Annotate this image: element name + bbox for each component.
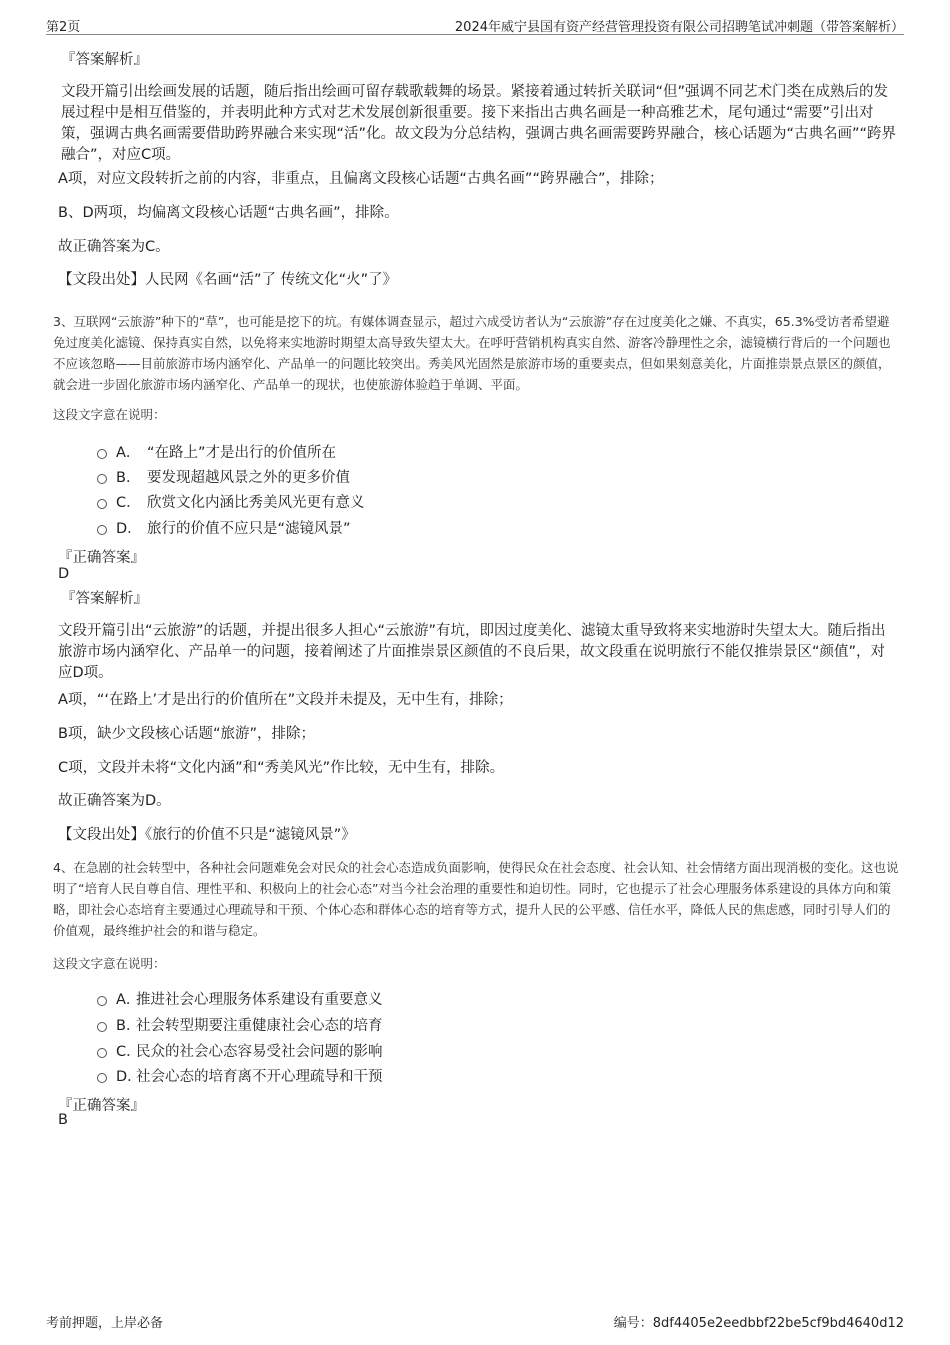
correct-answer-heading: 『正确答案』 bbox=[58, 1098, 145, 1114]
radio-icon[interactable] bbox=[97, 1073, 107, 1083]
radio-icon[interactable] bbox=[97, 1022, 107, 1032]
question-4-option-d[interactable] bbox=[97, 1064, 383, 1086]
option-letter: B． bbox=[116, 1017, 141, 1034]
question-4-option-b[interactable] bbox=[97, 1013, 383, 1035]
analysis-heading: 『答案解析』 bbox=[61, 591, 148, 607]
option-letter: B． bbox=[116, 469, 141, 486]
question-4-stem: 4、在急剧的社会转型中，各种社会问题难免会对民众的社会心态造成负面影响，使得民众在社会态度、社会认知、社会情绪方面出现消极的变化。这也说明了“培育人民自尊自信、理性平和、积极向上的社会心态”对当今社会治理的重要性和迫切性。同时，它也提示了社会心理服务体系建设的具体方向和策略，即社会心态培育主要通过心理疏导和干预、个体心态和群体心态的培育等方式，提升人民的公平感、信任水平，降低人民的焦虑感，同时引导人们的价值观，最终维护社会的和谐与稳定。 bbox=[53, 860, 899, 938]
analysis-text: 文段开篇引出绘画发展的话题，随后指出绘画可留存载歌载舞的场景。紧接着通过转折关联词“但”强调不同艺术门类在成熟后的发展过程中是相互借鉴的，并表明此种方式对艺术发展创新很重要。接下来指出古典名画是一种高雅艺术，尾句通过“需要”引出对策，强调古典名画需要借助跨界融合来实现“活”化。故文段为分总结构，强调古典名画需要跨界融合，核心话题为“古典名画”“跨界融合”，对应C项。 bbox=[61, 84, 897, 163]
question-3-option-b[interactable] bbox=[97, 465, 350, 487]
correct-answer: D bbox=[58, 566, 70, 582]
option-text: 社会心态的培育离不开心理疏导和干预 bbox=[136, 1068, 383, 1085]
question-3-option-d[interactable] bbox=[97, 516, 351, 538]
option-text: 欣赏文化内涵比秀美风光更有意义 bbox=[147, 494, 365, 511]
radio-icon[interactable] bbox=[97, 996, 107, 1006]
option-letter: A． bbox=[116, 991, 141, 1008]
option-text: 推进社会心理服务体系建设有重要意义 bbox=[136, 991, 383, 1008]
radio-icon[interactable] bbox=[97, 499, 107, 509]
conclusion: 故正确答案为D。 bbox=[58, 793, 171, 809]
radio-icon[interactable] bbox=[97, 1048, 107, 1058]
option-a-analysis: A项，对应文段转折之前的内容，非重点，且偏离文段核心话题“古典名画”“跨界融合”，排除； bbox=[58, 171, 664, 187]
question-3-prompt: 这段文字意在说明： bbox=[53, 407, 166, 422]
page-header bbox=[46, 14, 904, 35]
option-text: 社会转型期要注重健康社会心态的培育 bbox=[136, 1017, 383, 1034]
option-letter: C． bbox=[116, 1043, 141, 1060]
question-4-option-a[interactable] bbox=[97, 987, 383, 1009]
footer-slogan: 考前押题，上岸必备 bbox=[46, 1316, 164, 1331]
question-3-stem: 3、互联网“云旅游”种下的“草”，也可能是挖下的坑。有媒体调查显示，超过六成受访者认为“云旅游”存在过度美化之嫌、不真实，65.3%受访者希望避免过度美化滤镜、保持真实自然，以免将来实地游时期望太高导致失望太大。在呼吁营销机构真实自然、游客冷静理性之余，滤镜横行背后的一个问题也不应该忽略——目前旅游市场内涵窄化、产品单一的问题比较突出。秀美风光固然是旅游市场的重要卖点，但如果刻意美化，片面推崇景点景区的颜值，就会进一步固化旅游市场内涵窄化、产品单一的现状，也使旅游体验趋于单调、平面。 bbox=[53, 314, 891, 392]
option-bd-analysis: B、D两项，均偏离文段核心话题“古典名画”，排除。 bbox=[58, 205, 399, 221]
page-number: 第2页 bbox=[46, 20, 81, 35]
option-b-analysis: B项，缺少文段核心话题“旅游”，排除； bbox=[58, 726, 315, 742]
correct-answer-heading: 『正确答案』 bbox=[58, 550, 145, 566]
radio-icon[interactable] bbox=[97, 525, 107, 535]
document-title: 2024年威宁县国有资产经营管理投资有限公司招聘笔试冲刺题（带答案解析） bbox=[454, 20, 904, 35]
option-text: “在路上”才是出行的价值所在 bbox=[147, 444, 337, 461]
question-3-option-c[interactable] bbox=[97, 490, 365, 512]
option-letter: A． bbox=[116, 444, 141, 461]
option-c-analysis: C项，文段并未将“文化内涵”和“秀美风光”作比较，无中生有，排除。 bbox=[58, 760, 505, 776]
source-citation: 【文段出处】人民网《名画“活”了 传统文化“火”了》 bbox=[58, 272, 398, 288]
source-citation: 【文段出处】《旅行的价值不只是“滤镜风景”》 bbox=[58, 827, 356, 843]
option-text: 要发现超越风景之外的更多价值 bbox=[147, 469, 350, 486]
question-4-option-c[interactable] bbox=[97, 1039, 383, 1061]
option-letter: C． bbox=[116, 494, 141, 511]
option-a-analysis: A项，“‘在路上’才是出行的价值所在”文段并未提及，无中生有，排除； bbox=[58, 692, 513, 708]
document-id: 编号：8df4405e2eedbbf22be5cf9bd4640d12 bbox=[613, 1316, 904, 1331]
question-4-prompt: 这段文字意在说明： bbox=[53, 956, 166, 971]
option-letter: D． bbox=[116, 520, 142, 537]
conclusion: 故正确答案为C。 bbox=[58, 239, 170, 255]
option-text: 旅行的价值不应只是“滤镜风景” bbox=[147, 520, 351, 537]
correct-answer: B bbox=[58, 1112, 68, 1128]
radio-icon[interactable] bbox=[97, 449, 107, 459]
page-footer bbox=[46, 1312, 904, 1332]
option-text: 民众的社会心态容易受社会问题的影响 bbox=[136, 1043, 383, 1060]
analysis-heading: 『答案解析』 bbox=[61, 52, 148, 68]
analysis-text: 文段开篇引出“云旅游”的话题，并提出很多人担心“云旅游”有坑，即因过度美化、滤镜太重导致将来实地游时失望太大。随后指出旅游市场内涵窄化、产品单一的问题，接着阐述了片面推崇景区颜值的不良后果，故文段重在说明旅行不能仅推崇景区“颜值”，对应D项。 bbox=[58, 623, 886, 681]
question-3-option-a[interactable] bbox=[97, 440, 336, 462]
radio-icon[interactable] bbox=[97, 474, 107, 484]
option-letter: D． bbox=[116, 1068, 142, 1085]
